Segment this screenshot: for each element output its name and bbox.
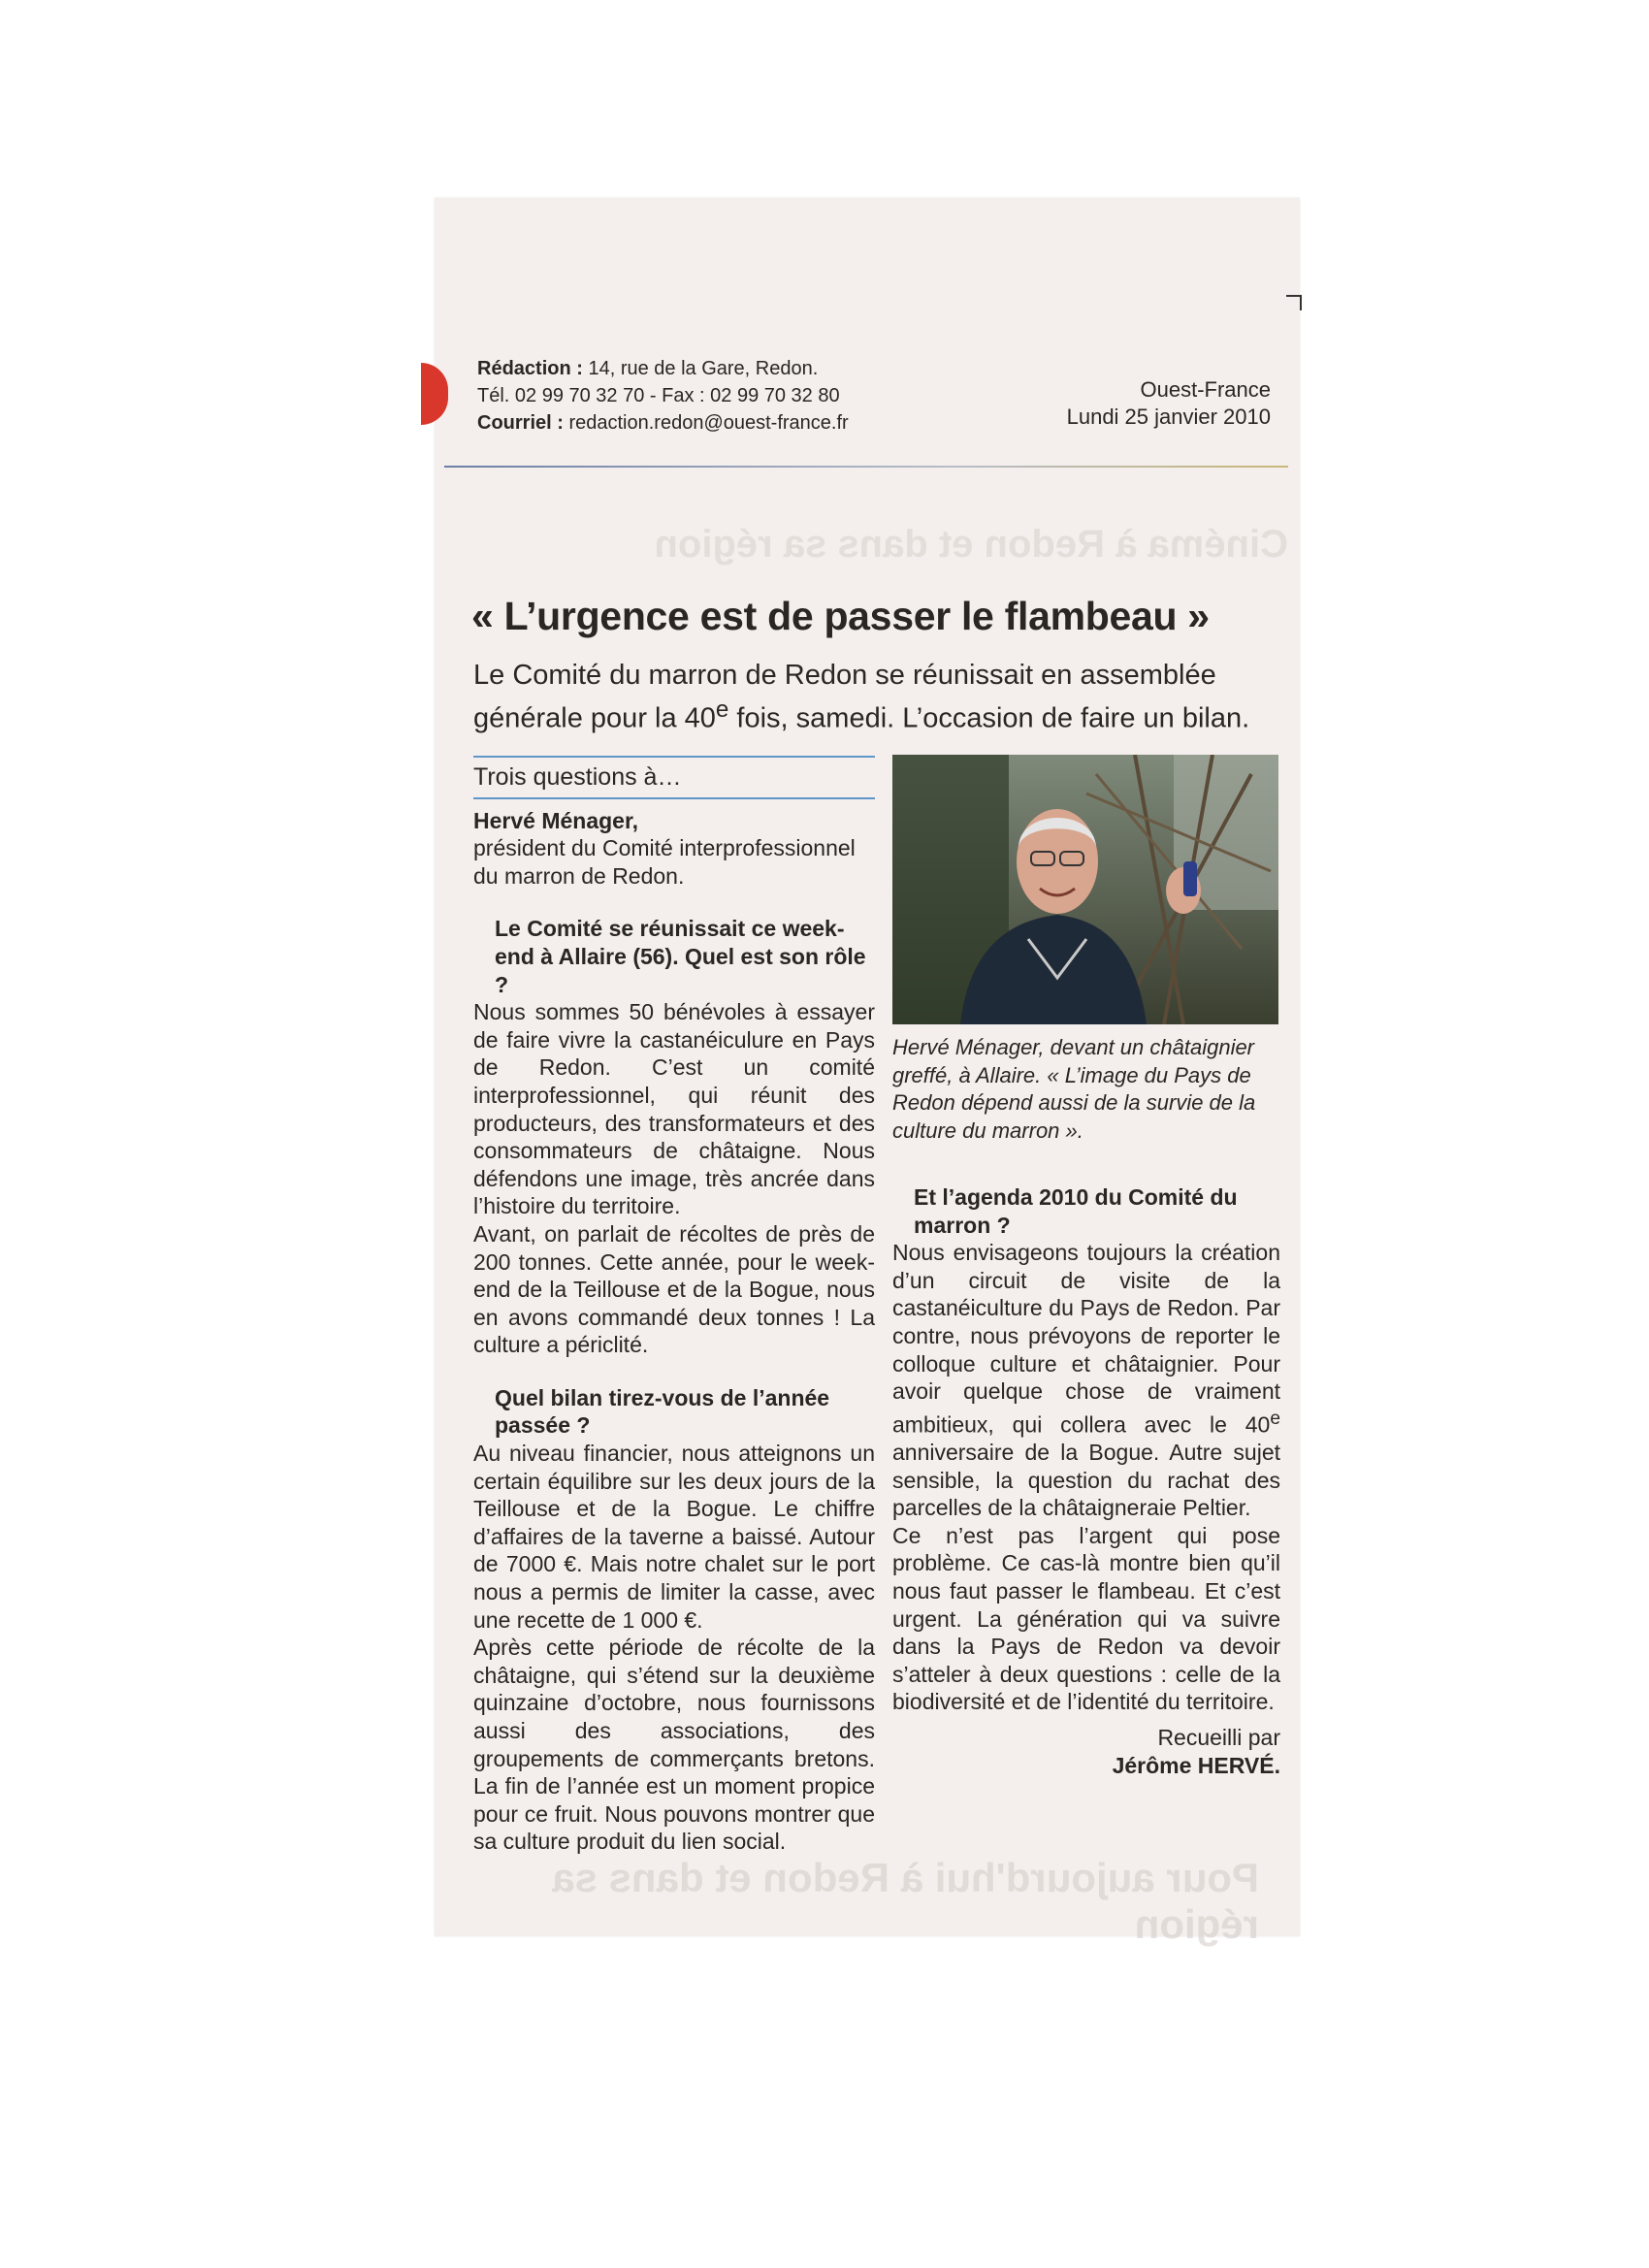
question-1: Le Comité se réunissait ce week-end à Allaire (56). Quel est son rôle ?: [495, 916, 866, 997]
answer-3-paragraph-2: Ce n’est pas l’argent qui pose problème. Ce cas-là montre bien qu’il nous faut passer le flambeau. Et c’est urgent. La génération qui va suivre dans la Pays de Redon va devoir s’atteler à deux questions : celle de la biodiversité et de l’identité du territoire.: [892, 1522, 1280, 1715]
show-through-text-bottom: Pour aujourd'hui à Redon et dans sa région: [552, 1855, 1259, 1947]
question-3: Et l’agenda 2010 du Comité du marron ?: [914, 1184, 1238, 1238]
article-column-2: [892, 1158, 1280, 1779]
masthead-rule: [444, 466, 1288, 468]
email-label: Courriel :: [477, 412, 564, 434]
answer-2-paragraph-2: Après cette période de récolte de la châtaigne, qui s’étend sur la deuxième quinzaine d’octobre, nous fournissons aussi des associations, des groupements de commerçants bretons. La fin de l’année est un moment propice pour ce fruit. Nous pouvons montrer que sa culture produit du lien social.: [473, 1635, 875, 1855]
standfirst: Le Comité du marron de Redon se réunissait en assemblée générale pour la 40e fois, samedi. L’occasion de faire un bilan.: [473, 660, 1250, 734]
answer-1-paragraph-2: Avant, on parlait de récoltes de près de 200 tonnes. Cette année, pour le week-end de la Teillouse et de la Bogue, nous en avons commandé deux tonnes ! La culture a périclité.: [473, 1220, 875, 1358]
signoff-label: Recueilli par: [1157, 1724, 1280, 1750]
phone-fax: Tél. 02 99 70 32 70 - Fax : 02 99 70 32 80: [477, 385, 840, 406]
redaction-label: Rédaction :: [477, 358, 583, 379]
answer-2-paragraph-1: Au niveau financier, nous atteignons un certain équilibre sur les deux jours de la Teillouse et de la Bogue. Le chiffre d’affaires de la taverne a baissé. Autour de 7000 €. Mais notre chalet sur le port nous a permis de limiter la casse, avec une recette de 1 000 €.: [473, 1441, 875, 1633]
newspaper-clipping: [435, 198, 1300, 1947]
masthead-contact: [477, 355, 849, 437]
section-marker: [421, 363, 448, 425]
headline: « L’urgence est de passer le flambeau »: [471, 594, 1210, 638]
question-2: Quel bilan tirez-vous de l’année passée ?: [495, 1384, 830, 1439]
interviewee-title: président du Comité interprofessionnel du marron de Redon.: [473, 835, 856, 889]
interviewee-name: Hervé Ménager,: [473, 807, 639, 833]
kicker: Trois questions à…: [473, 756, 875, 799]
crop-mark: [1286, 295, 1302, 310]
show-through-text-top: Cinéma à Redon et dans sa région: [654, 523, 1288, 566]
issue-date: Lundi 25 janvier 2010: [1066, 405, 1271, 429]
article-column-1: [473, 756, 875, 1856]
author: Jérôme HERVÉ.: [1112, 1752, 1280, 1778]
answer-1-paragraph-1: Nous sommes 50 bénévoles à essayer de faire vivre la castanéiculure en Pays de Redon. C’est un comité interprofessionnel, qui réunit des producteurs, des transformateurs et des consommateurs de châtaigne. Nous défendons une image, très ancrée dans l’histoire du territoire.: [473, 999, 875, 1219]
answer-3-paragraph-1: Nous envisageons toujours la création d’un circuit de visite de la castanéiculture du Pays de Redon. Par contre, nous prévoyons de reporter le colloque culture et châtaignier. Pour avoir quelque chose de vraiment ambitieux, qui collera avec le 40e anniversaire de la Bogue. Autre sujet sensible, la question du rachat des parcelles de la châtaigneraie Peltier.: [892, 1240, 1280, 1521]
masthead-paper: [1067, 376, 1271, 431]
redaction-address: 14, rue de la Gare, Redon.: [588, 358, 819, 379]
portrait-photo: [892, 755, 1278, 1024]
photo-caption: Hervé Ménager, devant un châtaignier greffé, à Allaire. « L’image du Pays de Redon dépend aussi de la survie de la culture du marron ».: [892, 1035, 1256, 1143]
paper-name: Ouest-France: [1140, 377, 1271, 402]
photo-illustration: [892, 755, 1278, 1024]
email-address: redaction.redon@ouest-france.fr: [568, 412, 849, 434]
